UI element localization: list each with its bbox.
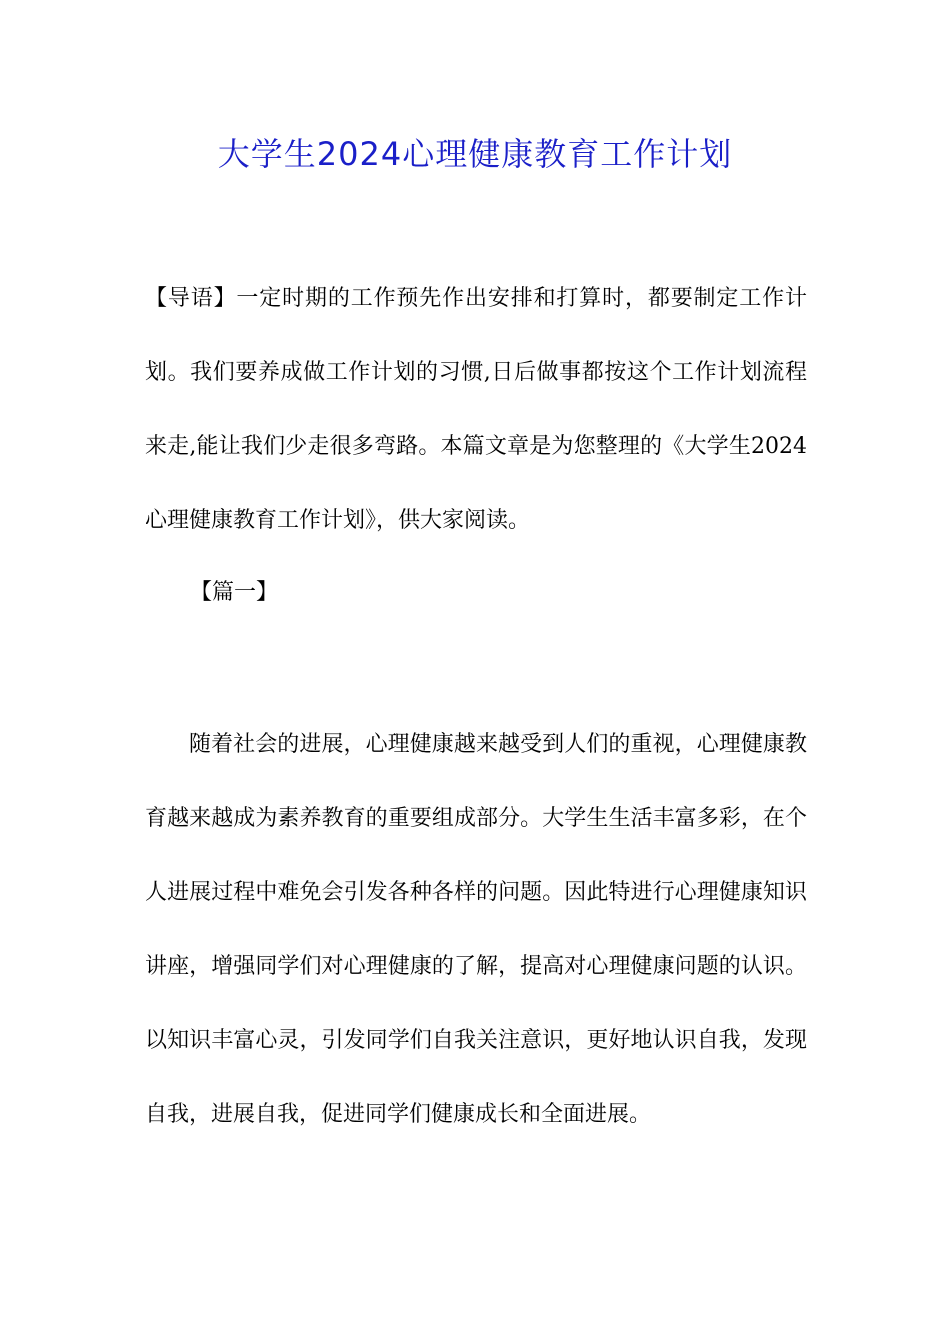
document-title: 大学生2024心理健康教育工作计划 bbox=[217, 135, 733, 173]
body-paragraph: 随着社会的进展，心理健康越来越受到人们的重视，心理健康教育越来越成为素养教育的重要组成部分。大学生生活丰富多彩，在个人进展过程中难免会引发各种各样的问题。因此特进行心理健康知识讲座，增强同学们对心理健康的了解，提高对心理健康问题的认识。以知识丰富心灵，引发同学们自我关注意识，更好地认识自我，发现自我，进展自我，促进同学们健康成长和全面进展。 bbox=[145, 732, 807, 1127]
section-label: 【篇一】 bbox=[190, 580, 279, 605]
intro-paragraph: 【导语】一定时期的工作预先作出安排和打算时，都要制定工作计划。我们要养成做工作计划的习惯,日后做事都按这个工作计划流程来走,能让我们少走很多弯路。本篇文章是为您整理的《大学生2024心理健康教育工作计划》，供大家阅读。 bbox=[145, 286, 807, 533]
